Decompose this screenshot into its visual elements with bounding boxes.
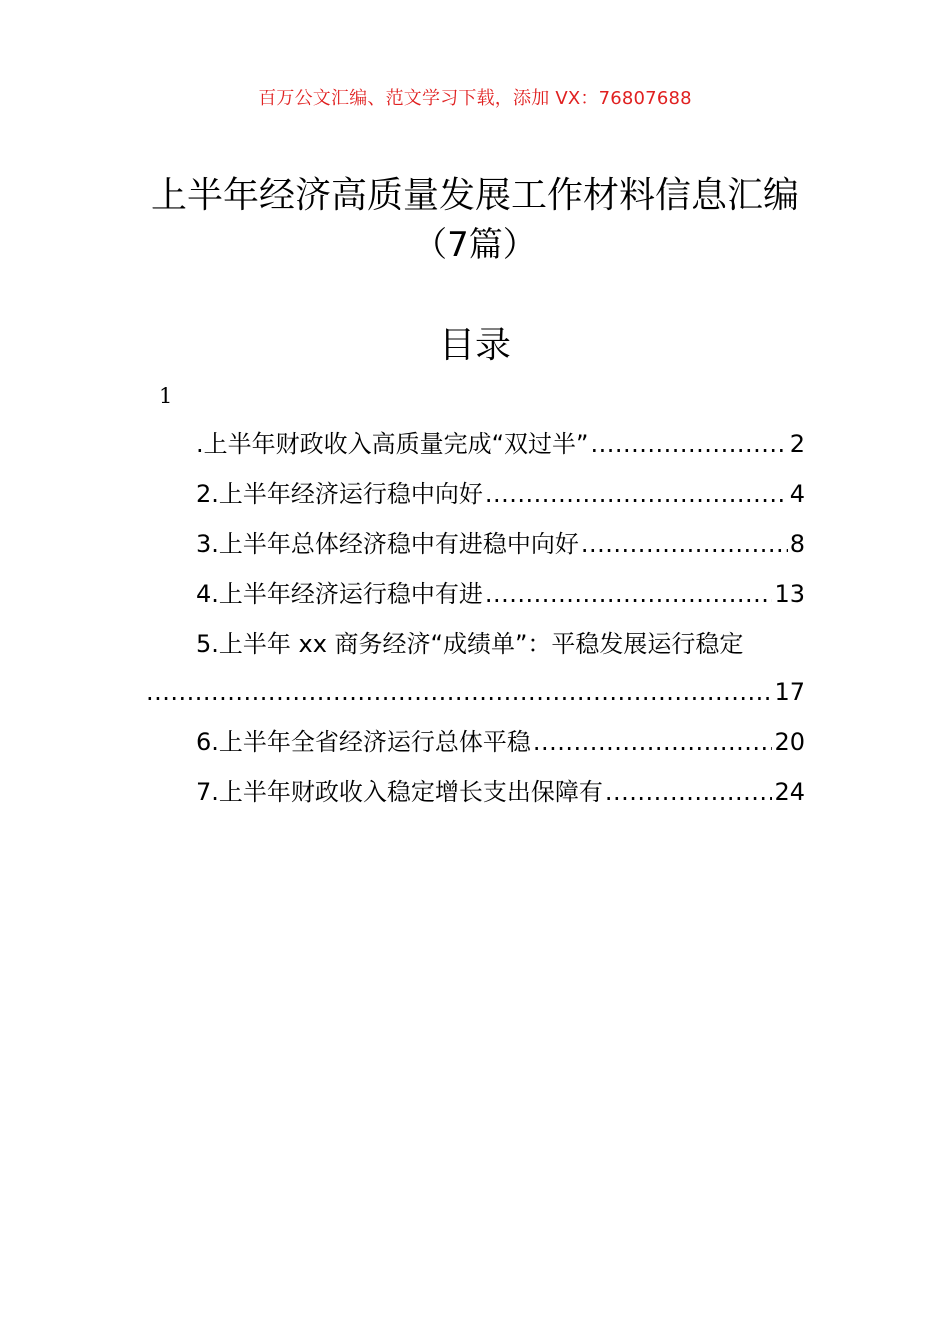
toc-heading: 目录 <box>438 325 511 366</box>
toc-entry-page: 2 <box>789 430 805 458</box>
toc-entry-page: 20 <box>774 728 805 756</box>
stray-page-number: 1 <box>159 384 173 408</box>
toc-entry-2[interactable] <box>196 477 805 511</box>
toc-entry-label: 7.上半年财政收入稳定增长支出保障有 <box>196 778 603 806</box>
toc-entry-label: .上半年财政收入高质量完成“双过半” <box>196 430 589 458</box>
toc-leader-dots <box>581 527 788 561</box>
toc-leader-dots <box>591 427 788 461</box>
toc-leader-dots <box>605 775 773 809</box>
toc-entry-page: 4 <box>789 480 805 508</box>
toc-entry-4[interactable] <box>196 577 805 611</box>
toc-entry-1[interactable] <box>196 427 805 461</box>
toc-leader-dots <box>485 577 773 611</box>
toc-entry-5-continuation[interactable] <box>146 675 805 709</box>
toc-leader-dots <box>485 477 788 511</box>
toc-entry-label: 5.上半年 xx 商务经济“成绩单”：平稳发展运行稳定 <box>196 630 744 658</box>
toc-entry-6[interactable] <box>196 725 805 759</box>
toc-entry-3[interactable] <box>196 527 805 561</box>
document-title: 上半年经济高质量发展工作材料信息汇编 <box>150 175 799 216</box>
toc-entry-7[interactable] <box>196 775 805 809</box>
toc-entry-label: 6.上半年全省经济运行总体平稳 <box>196 728 531 756</box>
document-subtitle: （7篇） <box>413 225 537 265</box>
toc-entry-label: 3.上半年总体经济稳中有进稳中向好 <box>196 530 579 558</box>
toc-entry-page: 17 <box>774 678 805 706</box>
toc-entry-5[interactable] <box>196 627 805 661</box>
toc-entry-label: 4.上半年经济运行稳中有进 <box>196 580 483 608</box>
toc-entry-page: 24 <box>774 778 805 806</box>
toc-entry-label: 2.上半年经济运行稳中向好 <box>196 480 483 508</box>
toc-leader-dots <box>146 675 772 709</box>
toc-entry-page: 8 <box>789 530 805 558</box>
toc-entry-page: 13 <box>774 580 805 608</box>
toc-leader-dots <box>533 725 773 759</box>
download-promo-note: 百万公文汇编、范文学习下载，添加 VX：76807688 <box>258 88 692 109</box>
